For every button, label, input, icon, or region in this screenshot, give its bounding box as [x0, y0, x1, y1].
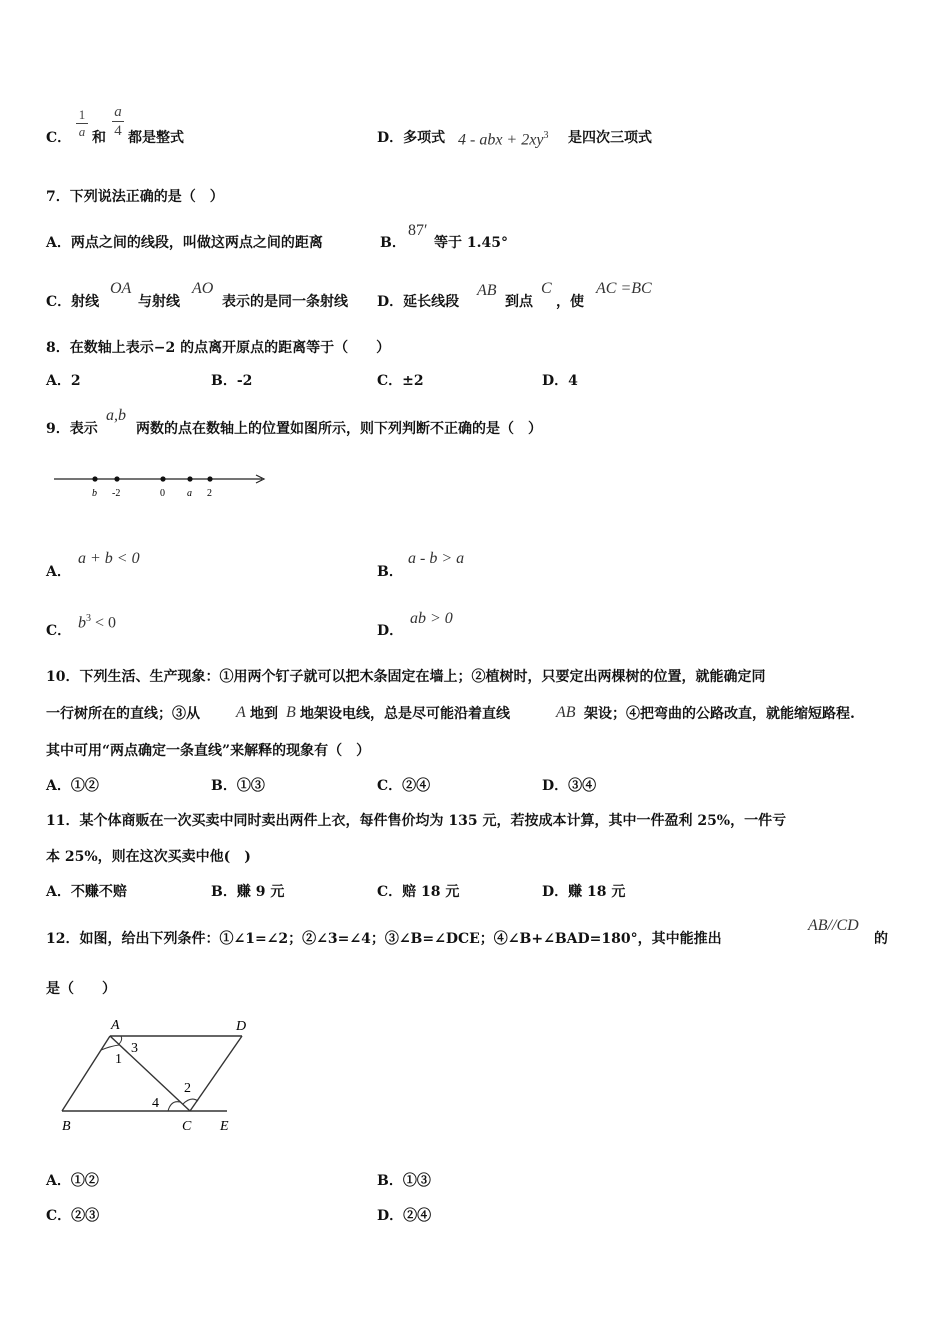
point-0: [160, 476, 165, 481]
q12-ab-parallel-cd: AB//CD: [808, 917, 859, 934]
q9-stem-ab: a,b: [106, 407, 126, 424]
vertex-c: C: [182, 1119, 192, 1134]
vertex-a: A: [111, 1018, 120, 1033]
q12-option-d: D．②④: [377, 1208, 432, 1224]
angle-2-label: 2: [184, 1081, 191, 1096]
q10-line-2-mid1: 地到: [250, 706, 278, 722]
q7-option-d-label: D．延长线段: [377, 294, 460, 310]
q10-option-a: A．①②: [46, 778, 99, 794]
q7-option-b-degree: 87′: [408, 222, 428, 239]
q10-line-2-pre: 一行树所在的直线；③从: [46, 706, 200, 722]
q11-line-1: 11．某个体商贩在一次买卖中同时卖出两件上衣，每件售价均为 135 元，若按成本计算，其中一件盈利 25%，一件亏: [46, 813, 787, 829]
q8-option-c: C．±2: [377, 373, 424, 389]
q9-option-d-expression: ab > 0: [410, 610, 453, 627]
q10-line-3: 其中可用“两点确定一条直线”来解释的现象有（ ）: [46, 743, 371, 759]
label-minus-2: -2: [112, 488, 121, 499]
q11-option-d: D．赚 18 元: [542, 884, 626, 900]
q9-stem-pre: 9．表示: [46, 421, 98, 437]
q6-fraction-1-over-a: 1 a: [76, 108, 88, 139]
q7-option-a: A．两点之间的线段，叫做这两点之间的距离: [46, 235, 323, 251]
angle-1-label: 1: [115, 1052, 122, 1067]
q7-option-d-c: C: [541, 280, 552, 297]
point-minus-2: [114, 476, 119, 481]
q12-line-1-end: 的: [874, 931, 888, 947]
q9-option-c-label: C．: [46, 623, 72, 639]
q7-stem: 7．下列说法正确的是（ ）: [46, 189, 224, 205]
angle-3-arc: [119, 1036, 122, 1044]
angle-4-arc: [168, 1102, 180, 1111]
vertex-e: E: [220, 1119, 229, 1134]
q10-option-c: C．②④: [377, 778, 431, 794]
q12-line-1: 12．如图，给出下列条件：①∠1=∠2；②∠3=∠4；③∠B=∠DCE；④∠B+∠BAD=180°，其中能推出: [46, 931, 722, 947]
segment-ac: [110, 1036, 190, 1111]
q9-option-d-label: D．: [377, 623, 404, 639]
q12-line-2: 是（ ）: [46, 981, 116, 997]
q11-option-c: C．赔 18 元: [377, 884, 460, 900]
q6-option-d-text: 是四次三项式: [568, 130, 652, 146]
point-2: [207, 476, 212, 481]
q7-option-d-mid: 到点: [505, 294, 533, 310]
q11-line-2: 本 25%，则在这次买卖中他( ): [46, 849, 251, 865]
point-a: [187, 476, 192, 481]
q7-option-c-ao: AO: [192, 280, 214, 297]
q9-stem-post: 两数的点在数轴上的位置如图所示，则下列判断不正确的是（ ）: [136, 421, 542, 437]
q7-option-d-comma: ，使: [556, 294, 584, 310]
q7-option-b-label: B．: [380, 235, 406, 251]
q7-option-d-ab: AB: [477, 282, 497, 299]
q7-option-c-text: 表示的是同一条射线: [222, 294, 348, 310]
q11-option-a: A．不赚不赔: [46, 884, 127, 900]
q10-line-ab: AB: [556, 704, 576, 721]
q10-line-2-post: 架设；④把弯曲的公路改直，就能缩短路程.: [584, 706, 855, 722]
number-line-figure: [50, 466, 270, 502]
label-0: 0: [160, 488, 165, 499]
label-b: b: [92, 488, 97, 499]
q6-and-text: 和: [92, 130, 106, 146]
label-2: 2: [207, 488, 212, 499]
q10-point-a: A: [236, 704, 246, 721]
angle-3-label: 3: [131, 1041, 138, 1056]
q10-line-2-mid2: 地架设电线，总是尽可能沿着直线: [300, 706, 510, 722]
q10-point-b: B: [286, 704, 296, 721]
q7-option-d-equation: AC =BC: [596, 280, 652, 297]
vertex-b: B: [62, 1119, 71, 1134]
q6-option-c-text: 都是整式: [128, 130, 184, 146]
parallelogram-figure: [55, 1012, 265, 1137]
q8-stem: 8．在数轴上表示−2 的点离开原点的距离等于（ ）: [46, 340, 391, 356]
q9-option-b-expression: a - b > a: [408, 550, 465, 567]
q9-option-a-label: A．: [46, 564, 71, 580]
q8-option-d: D．4: [542, 373, 578, 389]
q12-option-a: A．①②: [46, 1173, 99, 1189]
q11-option-b: B．赚 9 元: [211, 884, 285, 900]
vertex-d: D: [236, 1019, 247, 1034]
point-b: [92, 476, 97, 481]
q6-option-c-label: C．: [46, 130, 72, 146]
q9-option-c-expression: $b^3 < 0$: [78, 613, 117, 632]
q12-option-c: C．②③: [46, 1208, 100, 1224]
q10-line-1: 10．下列生活、生产现象：①用两个钉子就可以把木条固定在墙上；②植树时，只要定出两棵树的位置，就能确定同: [46, 669, 766, 685]
q7-option-c-oa: OA: [110, 280, 132, 297]
segment-cd: [190, 1036, 242, 1111]
label-a: a: [187, 488, 192, 499]
q6-fraction-a-over-4: a 4: [112, 104, 124, 139]
q6-option-d-label: D．多项式: [377, 130, 446, 146]
q9-option-a-expression: a + b < 0: [78, 550, 140, 567]
q7-option-c-label: C．射线: [46, 294, 100, 310]
q10-option-d: D．③④: [542, 778, 597, 794]
q6-option-d-expression: 4 - abx + $2xy^3$: [458, 130, 549, 149]
q7-option-c-mid: 与射线: [138, 294, 180, 310]
q7-option-b-text: 等于 1.45°: [434, 235, 508, 251]
angle-4-label: 4: [152, 1096, 159, 1111]
q12-option-b: B．①③: [377, 1173, 431, 1189]
q8-option-a: A．2: [46, 373, 81, 389]
q9-option-b-label: B．: [377, 564, 403, 580]
segment-ab: [62, 1036, 110, 1111]
q10-option-b: B．①③: [211, 778, 265, 794]
q8-option-b: B．-2: [211, 373, 253, 389]
